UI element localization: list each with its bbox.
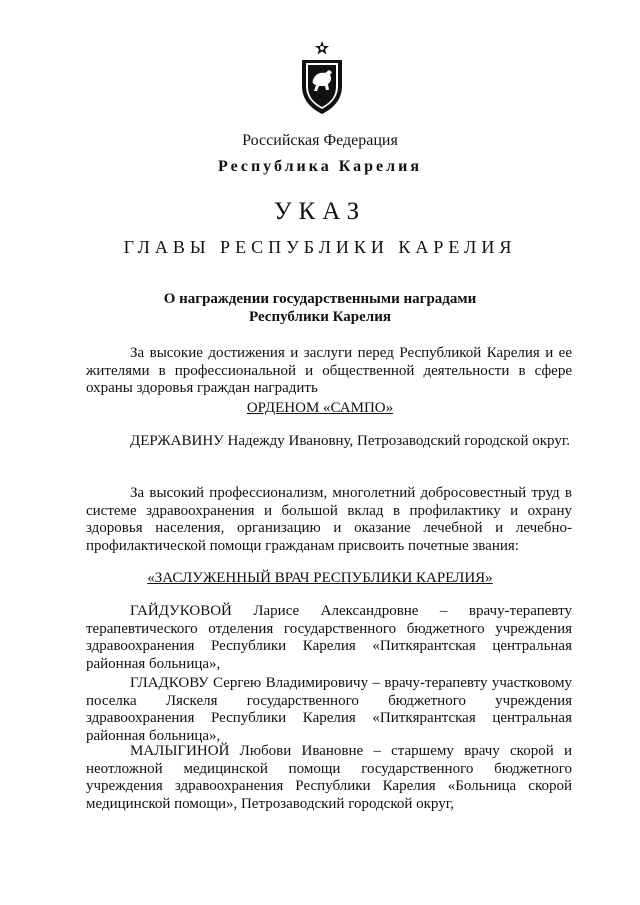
republic-name: Республика Карелия — [218, 158, 422, 175]
award-order-heading: ОРДЕНОМ «САМПО» — [246, 400, 394, 416]
order-recipient-paragraph: ДЕРЖАВИНУ Надежду Ивановну, Петрозаводский городской округ. — [130, 433, 571, 449]
recipient-paragraph: ГАЙДУКОВОЙ Ларисе Александровне – врачу-терапевту терапевтического отделения государственного бюджетного учреждения здравоохранения Республики Карелия «Питкярантская центральная районная больница», — [86, 603, 572, 672]
document-type: УКАЗ — [273, 198, 367, 225]
honor-title-heading: «ЗАСЛУЖЕННЫЙ ВРАЧ РЕСПУБЛИКИ КАРЕЛИЯ» — [147, 570, 493, 586]
document-subject — [0, 290, 640, 326]
intro-paragraph: За высокие достижения и заслуги перед Республикой Карелия и ее жителями в профессиональной и общественной деятельности в сфере охраны здоровья граждан наградить — [86, 345, 572, 396]
country-name: Российская Федерация — [242, 132, 398, 149]
document-issuer: ГЛАВЫ РЕСПУБЛИКИ КАРЕЛИЯ — [123, 237, 517, 257]
subject-line-1: О награждении государственными наградами — [163, 291, 477, 307]
karelia-coat-of-arms-icon — [298, 40, 346, 116]
recipient-paragraph: МАЛЫГИНОЙ Любови Ивановне – старшему врачу скорой и неотложной медицинской помощи государственного бюджетного учреждения здравоохранения Республики Карелия «Больница скорой медицинской помощи», Петрозаводский городской округ, — [86, 743, 572, 812]
subject-line-2: Республики Карелия — [249, 309, 391, 325]
recipient-paragraph: ГЛАДКОВУ Сергею Владимировичу – врачу-терапевту участковому поселка Ляскеля государственного бюджетного учреждения здравоохранения Республики Карелия «Питкярантская центральная районная больница», — [86, 675, 572, 744]
honor-intro-paragraph: За высокий профессионализм, многолетний добросовестный труд в системе здравоохранения и большой вклад в профилактику и охрану здоровья населения, организацию и оказание лечебной и лечебно-профилактической помощи гражданам присвоить почетные звания: — [86, 485, 572, 554]
